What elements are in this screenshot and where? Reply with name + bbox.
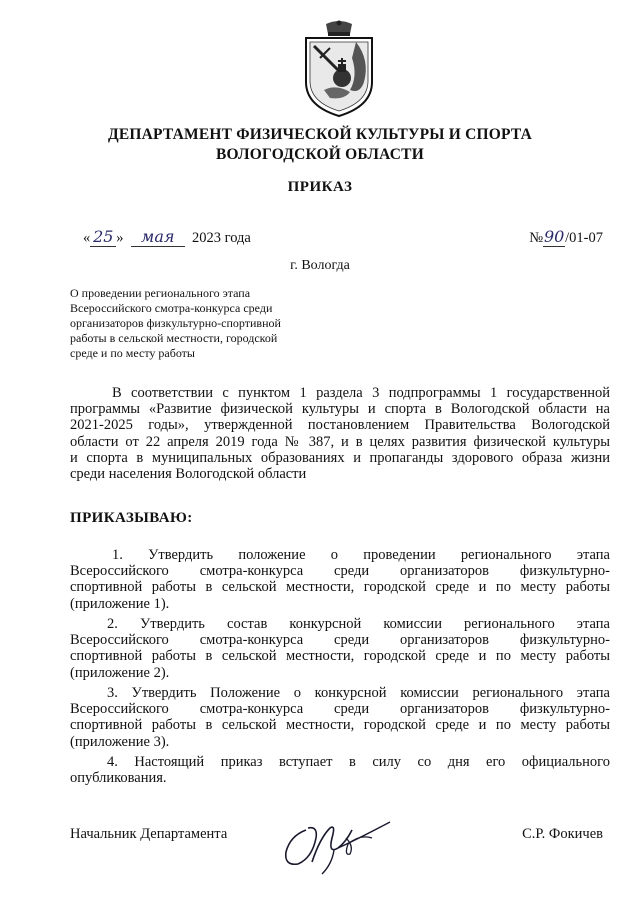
item-line: спортивной работы в сельской местности, городской среде и по месту работы [70,579,610,596]
item-line: спортивной работы в сельской местности, городской среде и по месту работы [70,648,610,665]
date-close-quote: » [116,230,124,246]
item-line: (приложение 1). [70,595,170,612]
date-year: 2023 года [192,230,251,246]
date-open-quote: « [83,230,91,246]
preamble-line: среди населения Вологодской области [70,466,307,483]
signatory-name: С.Р. Фокичев [522,826,603,842]
department-name-line2: ВОЛОГОДСКОЙ ОБЛАСТИ [216,146,424,163]
preamble-line: программы «Развитие физической культуры и спорта в Вологодской области на [70,401,610,418]
order-subject [70,286,330,361]
item-line: опубликования. [70,770,167,787]
preamble-paragraph [70,385,610,482]
item-line: 3. Утвердить Положение о конкурсной комиссии регионального этапа [107,685,610,701]
number-prefix: № [529,230,544,246]
order-number [529,228,603,247]
item-line: (приложение 2). [70,664,170,681]
city: г. Вологда [290,258,350,273]
number-handwritten: 90 [543,227,565,246]
number-suffix: /01-07 [565,230,603,246]
order-heading: ПРИКАЗЫВАЮ: [70,510,193,526]
date-month-handwritten: мая [131,228,185,247]
item-line: Всероссийского смотра-конкурса среди организаторов физкультурно- [70,563,610,580]
order-item-2 [70,616,610,681]
order-item-3 [70,685,610,750]
date-day-handwritten: 25 [90,228,116,247]
subject-line: Всероссийского смотра-конкурса среди [70,301,273,315]
item-line: 1. Утвердить положение о проведении регионального этапа [112,547,610,563]
subject-line: работы в сельской местности, городской [70,331,278,345]
handwritten-signature [272,808,392,878]
order-item-4 [70,754,610,786]
item-line: 2. Утвердить состав конкурсной комиссии регионального этапа [107,616,610,632]
item-line: 4. Настоящий приказ вступает в силу со дня его официального [107,754,610,770]
order-item-1 [70,547,610,612]
preamble-line: 2021-2025 годы», утвержденной постановлением Правительства Вологодской [70,417,610,434]
subject-line: среде и по месту работы [70,346,195,360]
order-date [83,228,251,247]
department-name-line1: ДЕПАРТАМЕНТ ФИЗИЧЕСКОЙ КУЛЬТУРЫ И СПОРТА [107,126,533,143]
item-line: Всероссийского смотра-конкурса среди организаторов физкультурно- [70,632,610,649]
coat-of-arms-emblem [300,20,378,118]
signatory-position: Начальник Департамента [70,826,228,842]
preamble-line: и спорта в муниципальных образованиях и пропаганды здорового образа жизни [70,449,610,466]
item-line: Всероссийского смотра-конкурса среди организаторов физкультурно- [70,701,610,718]
subject-line: О проведении регионального этапа [70,286,251,300]
item-line: спортивной работы в сельской местности, городской среде и по месту работы [70,717,610,734]
document-type-title: ПРИКАЗ [287,179,353,195]
item-line: (приложение 3). [70,733,170,750]
subject-line: организаторов физкультурно-спортивной [70,316,281,330]
preamble-line: области от 22 апреля 2019 года № 387, и в целях развития физической культуры [70,433,610,450]
preamble-line: В соответствии с пунктом 1 раздела 3 подпрограммы 1 государственной [112,385,610,401]
